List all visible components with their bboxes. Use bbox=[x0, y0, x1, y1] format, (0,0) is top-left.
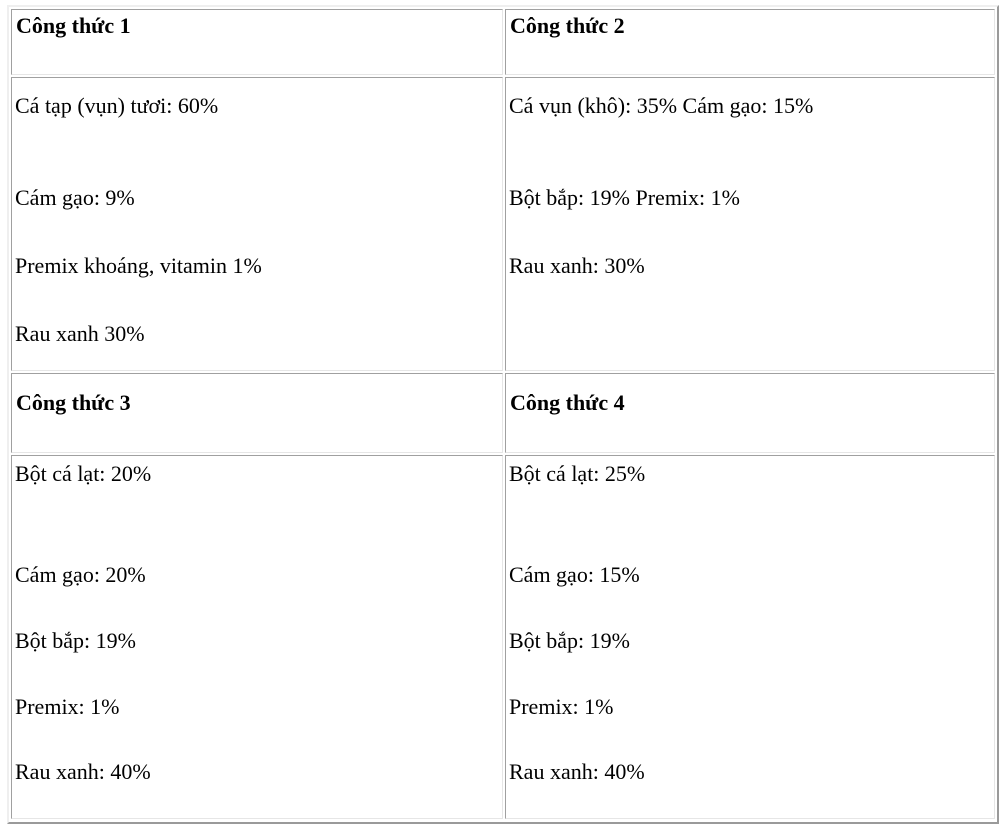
formula-4-line: Bột bắp: 19% bbox=[509, 628, 630, 653]
formula-4-header-cell bbox=[505, 373, 995, 453]
formula-3-line: Rau xanh: 40% bbox=[15, 759, 151, 784]
formula-1-header-cell bbox=[11, 9, 503, 75]
formula-3-line: Bột cá lạt: 20% bbox=[15, 461, 152, 486]
formula-4-line: Rau xanh: 40% bbox=[509, 759, 645, 784]
formula-4-title: Công thức 4 bbox=[510, 390, 625, 415]
formula-1-line: Premix khoáng, vitamin 1% bbox=[15, 253, 262, 278]
formula-1-line: Cám gạo: 9% bbox=[15, 185, 135, 210]
formula-3-line: Cám gạo: 20% bbox=[15, 562, 146, 587]
formula-2-body-cell bbox=[505, 77, 995, 371]
formula-1-line: Rau xanh 30% bbox=[15, 321, 145, 346]
formula-2-line: Bột bắp: 19% Premix: 1% bbox=[509, 185, 740, 210]
formula-4-body-cell bbox=[505, 455, 995, 819]
formula-4-line: Bột cá lạt: 25% bbox=[509, 461, 646, 486]
formula-4-line: Premix: 1% bbox=[509, 694, 614, 719]
formula-3-line: Bột bắp: 19% bbox=[15, 628, 136, 653]
formula-1-line: Cá tạp (vụn) tươi: 60% bbox=[15, 93, 219, 118]
formula-3-title: Công thức 3 bbox=[16, 390, 131, 415]
formula-3-line: Premix: 1% bbox=[15, 694, 120, 719]
formula-4-line: Cám gạo: 15% bbox=[509, 562, 640, 587]
formula-3-body-cell bbox=[11, 455, 503, 819]
formula-table bbox=[7, 5, 999, 824]
formula-2-line: Rau xanh: 30% bbox=[509, 253, 645, 278]
formula-1-title: Công thức 1 bbox=[16, 13, 131, 38]
formula-2-title: Công thức 2 bbox=[510, 13, 625, 38]
formula-2-header-cell bbox=[505, 9, 995, 75]
formula-2-line: Cá vụn (khô): 35% Cám gạo: 15% bbox=[509, 93, 814, 118]
formula-1-body-cell bbox=[11, 77, 503, 371]
formula-3-header-cell bbox=[11, 373, 503, 453]
